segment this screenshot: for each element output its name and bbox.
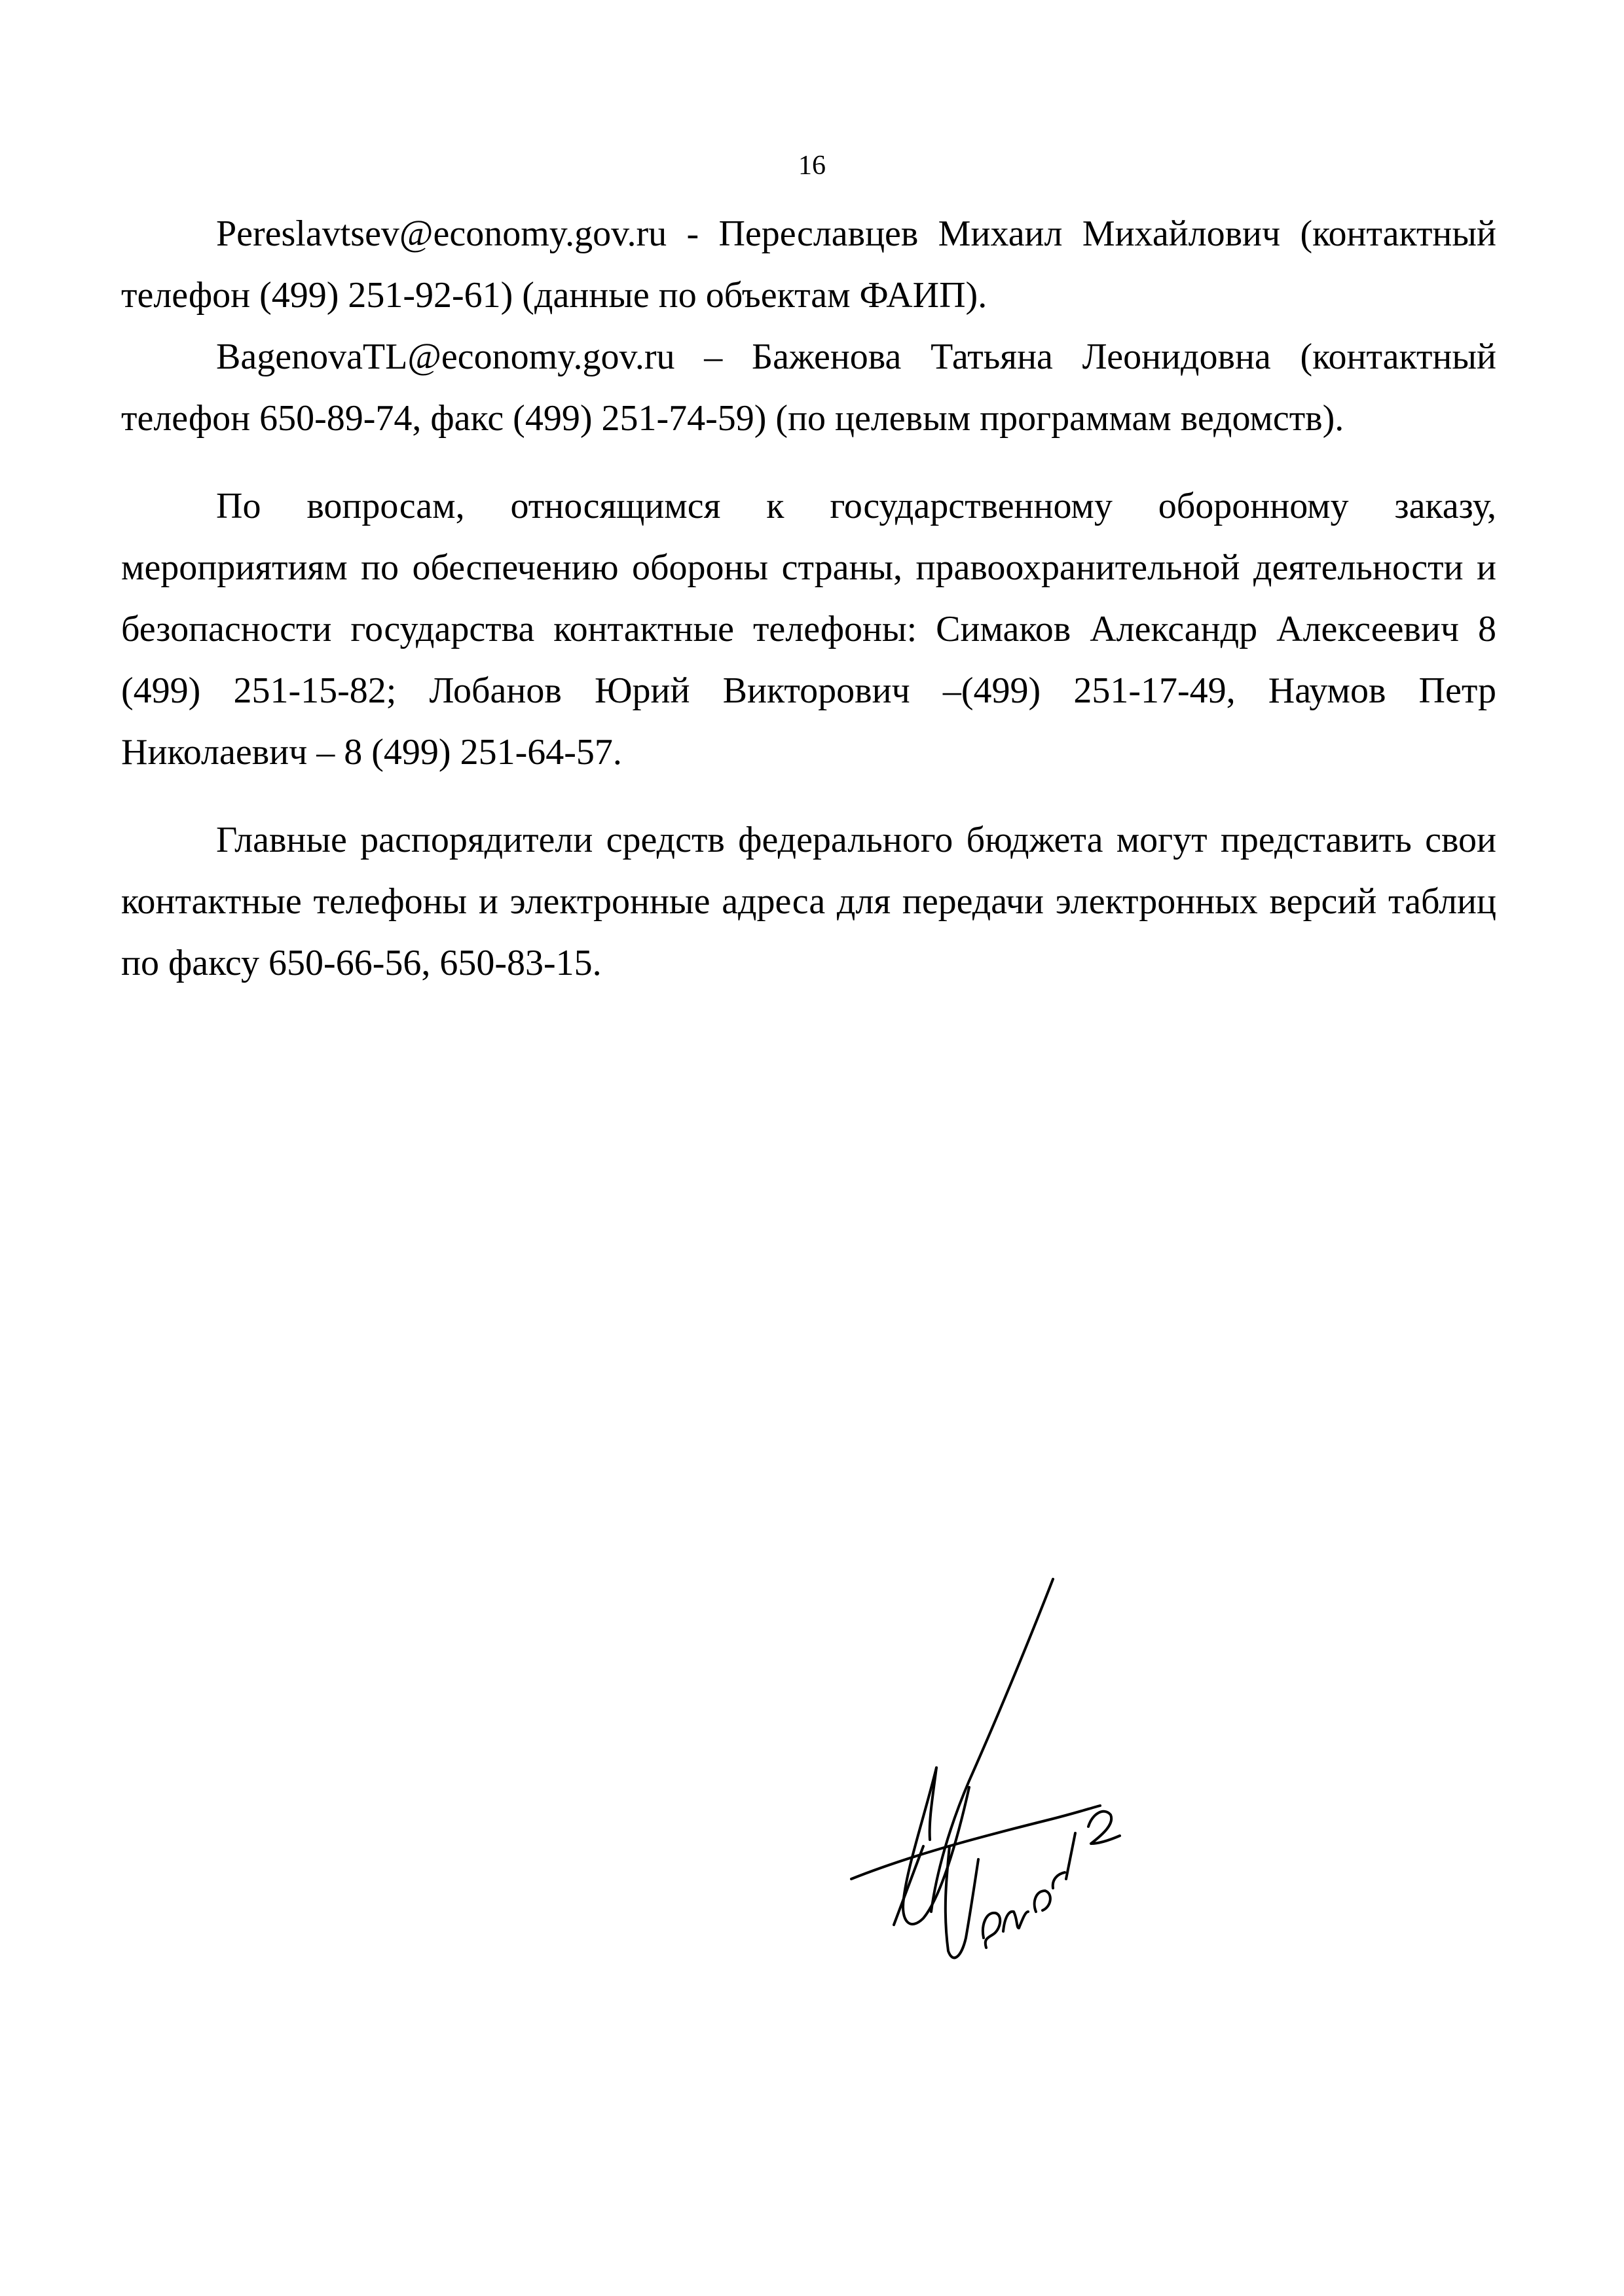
signature-drawing [832,1571,1172,1977]
defense-order-contacts-paragraph: По вопросам, относящимся к государственному оборонному заказу, мероприятиям по обеспечению обороны страны, правоохранительной деятельности и безопасности государства контактные телефоны: Симаков Александр Алексеевич 8 (499) 251-15-82; Лобанов Юрий Викторович –(499) 251-17-49, Наумов Петр Николаевич – 8 (499) 251-64-57. [121,486,1496,773]
contact-paragraph-bazhenova: BagenovaTL@economy.gov.ru – Баженова Татьяна Леонидовна (контактный телефон 650-89-74, факс (499) 251-74-59) (по целевым программам ведомств). [121,337,1496,439]
contact-paragraph-pereslavtsev: Pereslavtsev@economy.gov.ru - Переславцев Михаил Михайлович (контактный телефон (499) 251-92-61) (данные по объектам ФАИП). [121,213,1496,316]
page-number: 16 [798,151,826,181]
document-body [121,203,1496,994]
budget-managers-paragraph: Главные распорядители средств федерального бюджета могут представить свои контактные телефоны и электронные адреса для передачи электронных версий таблиц по факсу 650-66-56, 650-83-15. [121,820,1496,983]
handwritten-signature [832,1571,1172,1977]
